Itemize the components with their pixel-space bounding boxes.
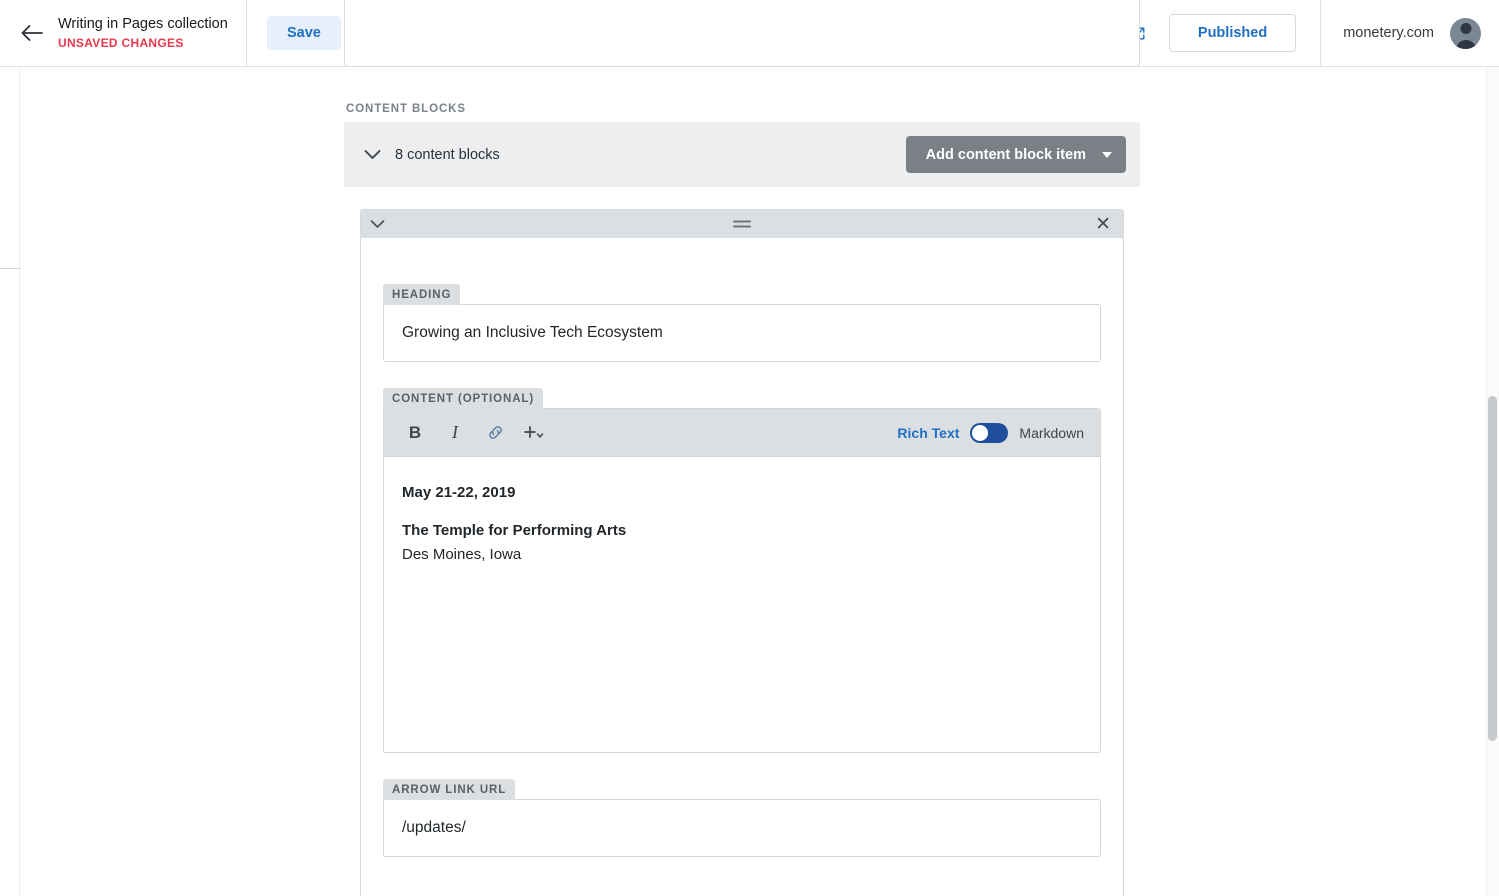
block-collapse-chevron-down-icon[interactable] (370, 219, 385, 229)
title-wrap (58, 15, 228, 51)
heading-field-box (383, 304, 1101, 362)
previous-field-card (344, 0, 1140, 67)
markdown-label[interactable]: Markdown (1019, 424, 1084, 441)
gutter-divider (0, 268, 21, 269)
toggle-knob (972, 425, 988, 441)
plus-dropdown-icon[interactable] (520, 418, 550, 448)
arrow-link-url-box (383, 799, 1101, 857)
site-group (1320, 0, 1499, 67)
close-icon[interactable]: ✕ (1095, 213, 1111, 235)
entry-title-group (0, 0, 247, 67)
page-title: Writing in Pages collection (58, 16, 228, 32)
left-gutter (0, 67, 20, 896)
chevron-down-icon[interactable] (364, 149, 381, 160)
vertical-scrollbar-track[interactable] (1486, 67, 1499, 896)
caret-down-icon (1102, 152, 1112, 158)
editor-mode-switch (897, 423, 1084, 443)
arrow-link-url-input[interactable] (384, 800, 1100, 856)
rich-text-editor-area[interactable] (384, 456, 1100, 752)
content-block-toolbar (361, 210, 1123, 238)
content-field-box (383, 408, 1101, 753)
editor-mode-toggle[interactable] (970, 423, 1008, 443)
back-arrow-icon[interactable] (18, 19, 46, 47)
content-blocks-section-label: CONTENT BLOCKS (346, 103, 466, 115)
content-field (383, 388, 1101, 753)
arrow-link-url-label: ARROW LINK URL (383, 779, 515, 800)
bold-icon[interactable]: B (408, 422, 422, 442)
add-content-block-item-label: Add content block item (925, 146, 1086, 163)
published-status-button[interactable]: Published (1169, 14, 1296, 52)
unsaved-changes-badge: UNSAVED CHANGES (58, 36, 184, 50)
content-blocks-header (344, 122, 1140, 187)
content-field-label: CONTENT (OPTIONAL) (383, 388, 543, 409)
rich-text-toolbar (384, 409, 1100, 456)
editor-canvas (0, 67, 1499, 896)
drag-handle-icon[interactable] (733, 218, 751, 231)
content-block-card (360, 209, 1124, 896)
add-content-block-item-button[interactable] (906, 136, 1126, 173)
editor-spacer (402, 505, 1082, 519)
heading-field (383, 284, 1101, 362)
editor-paragraph-date: May 21-22, 2019 (402, 484, 516, 501)
avatar-body-shape (1455, 40, 1476, 49)
italic-icon[interactable]: I (452, 422, 458, 442)
editor-paragraph-location: Des Moines, Iowa (402, 546, 522, 563)
vertical-scroll-thumb[interactable] (1488, 396, 1497, 741)
arrow-link-url-field (383, 779, 1101, 883)
rich-text-label[interactable]: Rich Text (897, 424, 960, 441)
avatar-head-shape (1460, 23, 1471, 34)
link-icon[interactable] (480, 418, 510, 448)
heading-field-label: HEADING (383, 284, 460, 305)
heading-input[interactable] (384, 305, 1100, 361)
save-button[interactable]: Save (267, 16, 341, 50)
editor-paragraph-venue: The Temple for Performing Arts (402, 522, 627, 539)
avatar[interactable] (1450, 18, 1481, 49)
site-name: monetery.com (1343, 25, 1434, 41)
content-blocks-count: 8 content blocks (395, 146, 500, 163)
